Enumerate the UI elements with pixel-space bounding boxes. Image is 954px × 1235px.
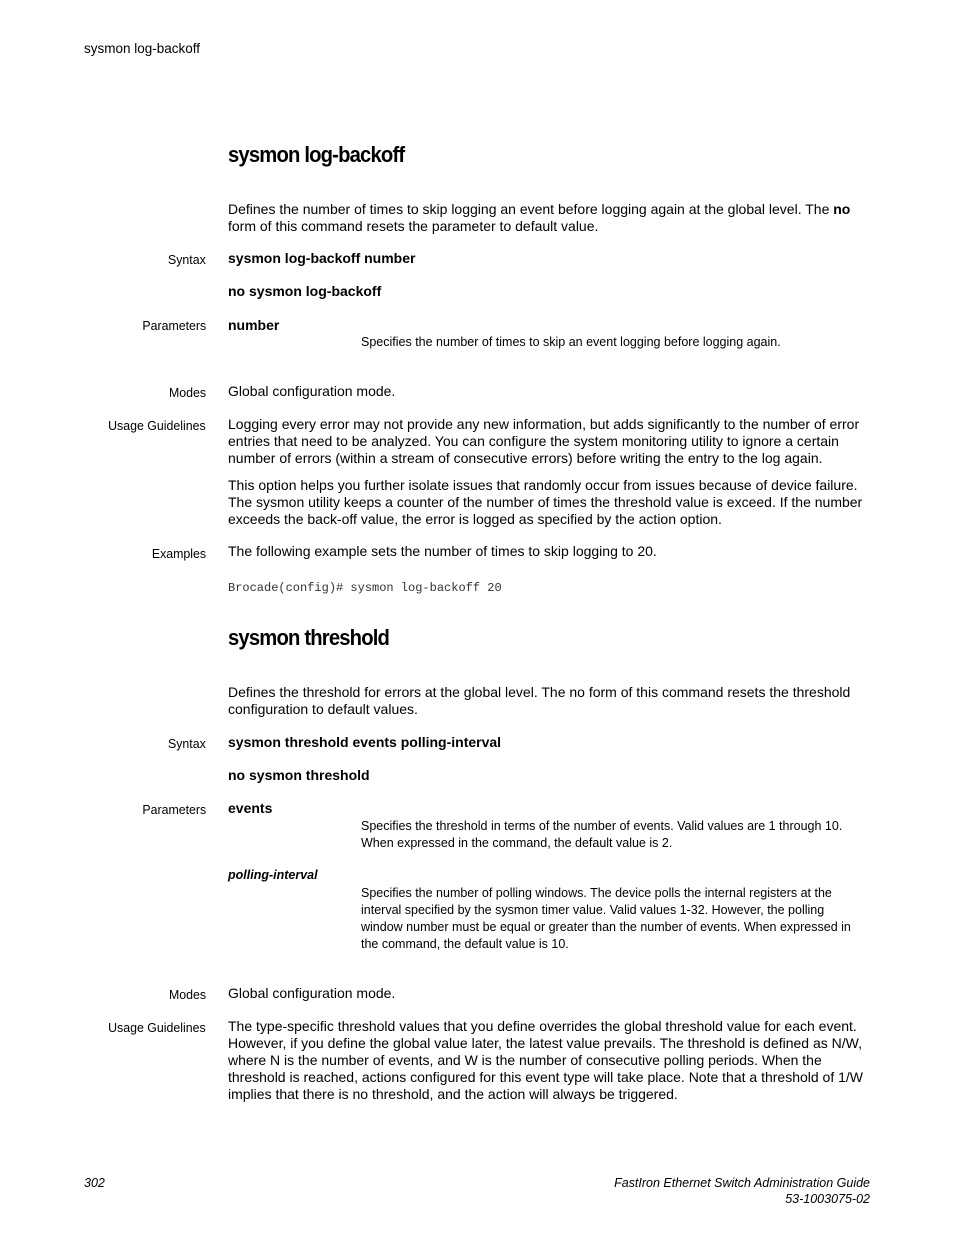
usage-paragraph-1: Logging every error may not provide any new information, but adds significantly to the number of error entries that need to be analyzed. You can configure the system monitoring utility to ignore a certain number of errors (within a stream of consecutive errors) before writing the entry to the log again.	[228, 416, 860, 466]
syntax-line-2: no sysmon log-backoff	[228, 283, 382, 299]
doc-number: 53-1003075-02	[785, 1192, 870, 1206]
usage-label: Usage Guidelines	[108, 418, 206, 433]
parameters-label: Parameters	[142, 802, 206, 817]
footer-title-block	[614, 1175, 870, 1207]
page-number: 302	[84, 1176, 105, 1190]
examples-label: Examples	[151, 546, 206, 561]
modes-text: Global configuration mode.	[228, 985, 396, 1001]
example-code: Brocade(config)# sysmon log-backoff 20	[228, 581, 502, 595]
threshold-intro: Defines the threshold for errors at the global level. The no form of this command resets the threshold configuration to default values.	[228, 684, 851, 717]
log-backoff-intro	[228, 201, 873, 235]
param-polling-interval-desc: Specifies the number of polling windows. The device polls the internal registers at the interval specified by the sysmon timer value. Valid values 1-32. However, the polling window number must be equal or greater than the number of events. When expressed in the command, the default value is 10.	[361, 886, 851, 951]
usage-label: Usage Guidelines	[108, 1020, 206, 1035]
syntax-label: Syntax	[168, 252, 206, 267]
param-polling-interval: polling-interval	[228, 868, 318, 882]
running-header: sysmon log-backoff	[84, 41, 201, 56]
syntax-line-1: sysmon threshold events polling-interval	[228, 734, 502, 750]
param-events-desc: Specifies the threshold in terms of the number of events. Valid values are 1 through 10. When expressed in the command, the default value is 2.	[361, 819, 843, 850]
intro-text: Defines the number of times to skip logging an event before logging again at the global level. The	[228, 201, 834, 217]
param-events: events	[228, 800, 273, 816]
example-text: The following example sets the number of times to skip logging to 20.	[228, 543, 657, 559]
usage-paragraph-2: This option helps you further isolate issues that randomly occur from issues because of device failure. The sysmon utility keeps a counter of the number of times the threshold value is exceed. If the number exceeds the back-off value, the error is logged as specified by the action option.	[228, 477, 863, 527]
param-number: number	[228, 317, 280, 333]
syntax-line-1: sysmon log-backoff number	[228, 250, 416, 266]
section-title-threshold: sysmon threshold	[228, 625, 390, 650]
modes-text: Global configuration mode.	[228, 383, 396, 399]
syntax-line-2: no sysmon threshold	[228, 767, 370, 783]
intro-text-cont: form of this command resets the parameter to default value.	[228, 218, 599, 234]
param-number-desc: Specifies the number of times to skip an event logging before logging again.	[361, 335, 781, 349]
modes-label: Modes	[168, 987, 206, 1002]
modes-label: Modes	[168, 385, 206, 400]
parameters-label: Parameters	[142, 318, 206, 333]
syntax-label: Syntax	[168, 736, 206, 751]
section-title-log-backoff: sysmon log-backoff	[228, 142, 405, 167]
intro-no-keyword: no	[833, 201, 851, 217]
guide-title: FastIron Ethernet Switch Administration Guide	[614, 1176, 870, 1190]
usage-paragraph: The type-specific threshold values that you define overrides the global threshold value for each event. However, if you define the global value later, the latest value prevails. The threshold is defined as N/W, where N is the number of events, and W is the number of consecutive polling periods. When the threshold is reached, actions configured for this event type will take place. Note that a threshold of 1/W implies that there is no threshold, and the action will always be triggered.	[228, 1018, 864, 1102]
